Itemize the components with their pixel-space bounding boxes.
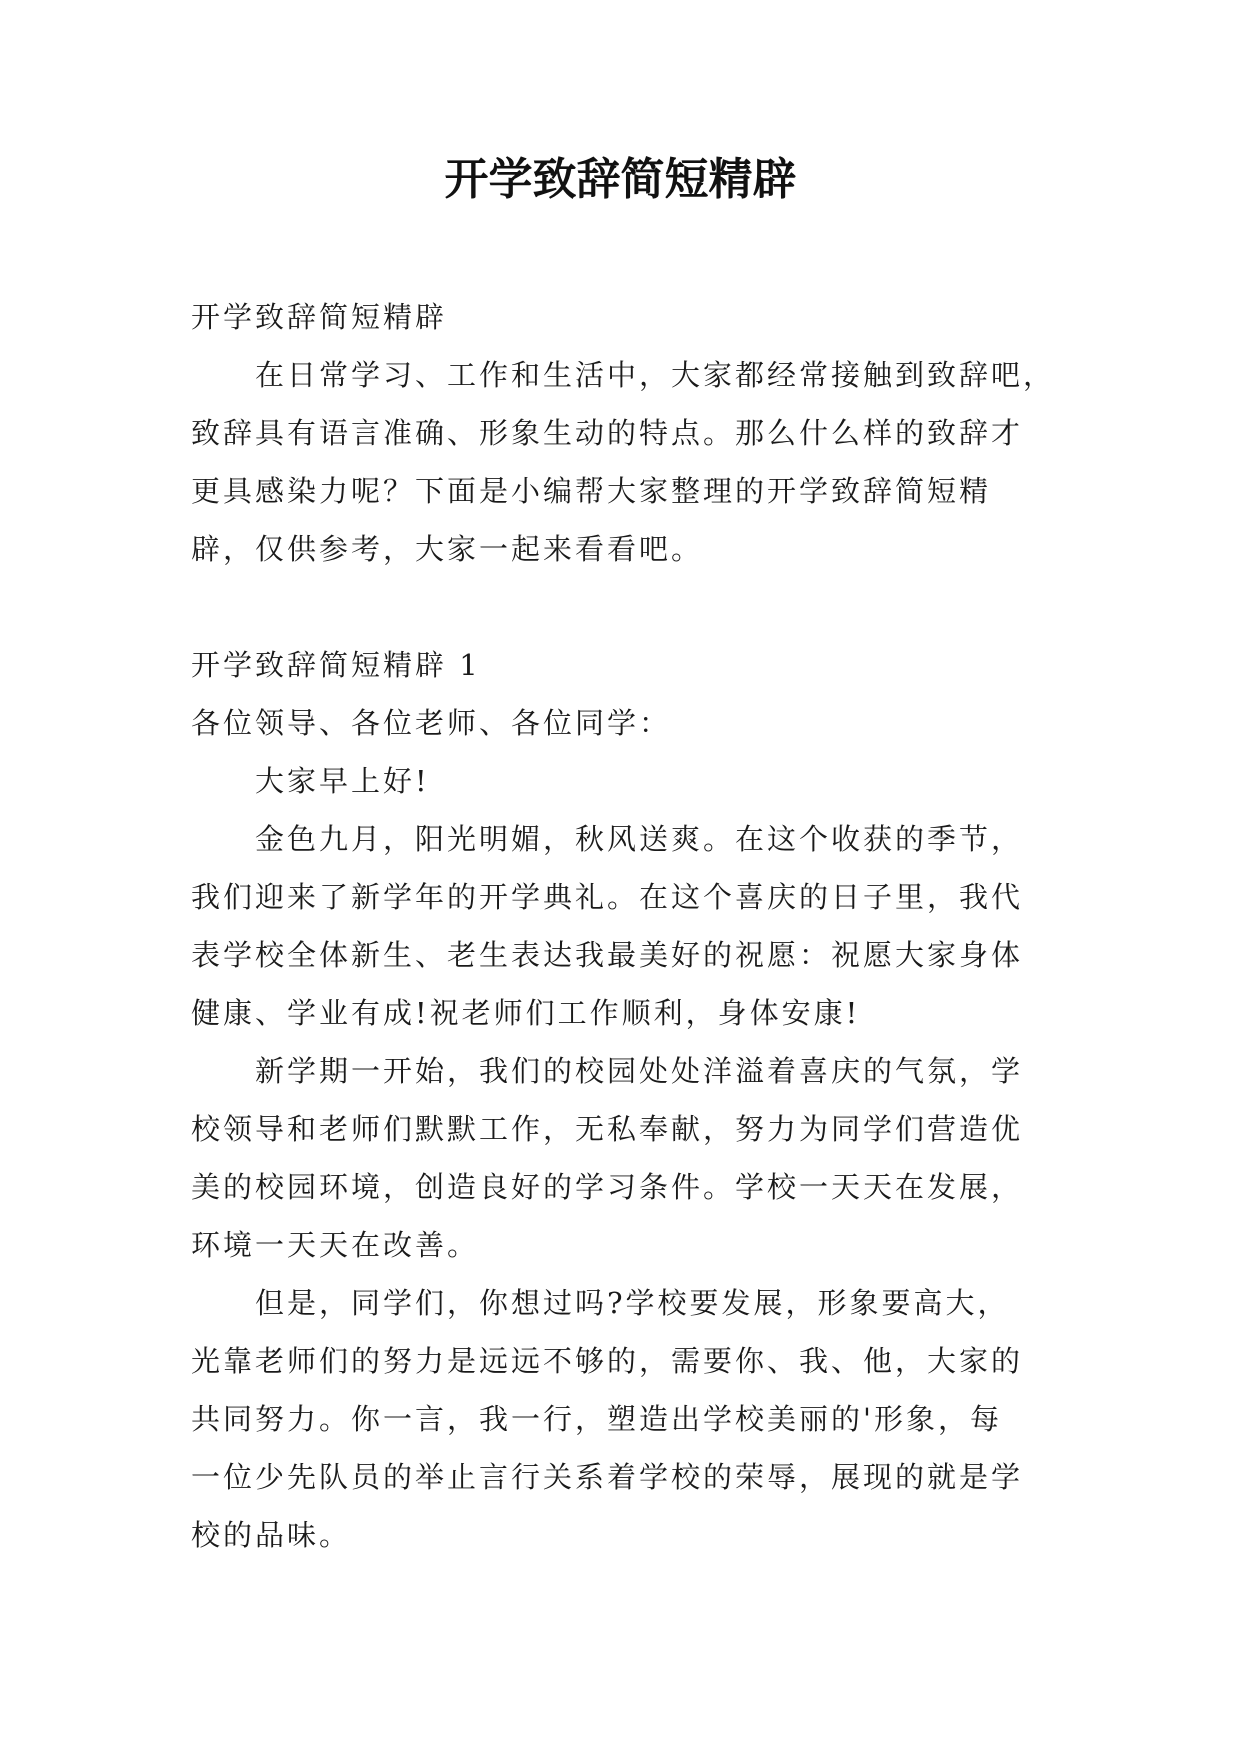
document-body xyxy=(191,288,1061,1564)
paragraph-3 xyxy=(191,1274,1061,1564)
intro-line: 更具感染力呢？下面是小编帮大家整理的开学致辞简短精 xyxy=(191,474,992,508)
paragraph-line: 但是，同学们，你想过吗?学校要发展，形象要高大， xyxy=(255,1286,1010,1320)
paragraph-line: 健康、学业有成!祝老师们工作顺利，身体安康! xyxy=(191,996,861,1030)
section-heading: 开学致辞简短精辟 1 xyxy=(191,648,481,682)
paragraph-line: 共同努力。你一言，我一行，塑造出学校美丽的'形象，每 xyxy=(191,1402,1002,1436)
document-subtitle: 开学致辞简短精辟 xyxy=(191,300,448,334)
greeting: 大家早上好! xyxy=(255,764,430,798)
intro-paragraph xyxy=(191,346,1061,578)
intro-line: 致辞具有语言准确、形象生动的特点。那么什么样的致辞才 xyxy=(191,416,1024,450)
paragraph-2 xyxy=(191,1042,1061,1274)
paragraph-line: 光靠老师们的努力是远远不够的，需要你、我、他，大家的 xyxy=(191,1344,1024,1378)
paragraph-line: 校的品味。 xyxy=(191,1518,352,1552)
paragraph-line: 新学期一开始，我们的校园处处洋溢着喜庆的气氛，学 xyxy=(255,1054,1024,1088)
intro-line: 在日常学习、工作和生活中，大家都经常接触到致辞吧， xyxy=(255,358,1056,392)
paragraph-line: 一位少先队员的举止言行关系着学校的荣辱，展现的就是学 xyxy=(191,1460,1024,1494)
paragraph-line: 校领导和老师们默默工作，无私奉献，努力为同学们营造优 xyxy=(191,1112,1024,1146)
paragraph-1 xyxy=(191,810,1061,1042)
paragraph-line: 金色九月，阳光明媚，秋风送爽。在这个收获的季节， xyxy=(255,822,1024,856)
salutation: 各位领导、各位老师、各位同学： xyxy=(191,706,672,740)
paragraph-gap xyxy=(191,578,1061,636)
intro-line: 辟，仅供参考，大家一起来看看吧。 xyxy=(191,532,704,566)
paragraph-line: 美的校园环境，创造良好的学习条件。学校一天天在发展， xyxy=(191,1170,1024,1204)
document-title: 开学致辞简短精辟 xyxy=(444,154,797,205)
paragraph-line: 我们迎来了新学年的开学典礼。在这个喜庆的日子里，我代 xyxy=(191,880,1024,914)
paragraph-line: 表学校全体新生、老生表达我最美好的祝愿：祝愿大家身体 xyxy=(191,938,1024,972)
paragraph-line: 环境一天天在改善。 xyxy=(191,1228,480,1262)
